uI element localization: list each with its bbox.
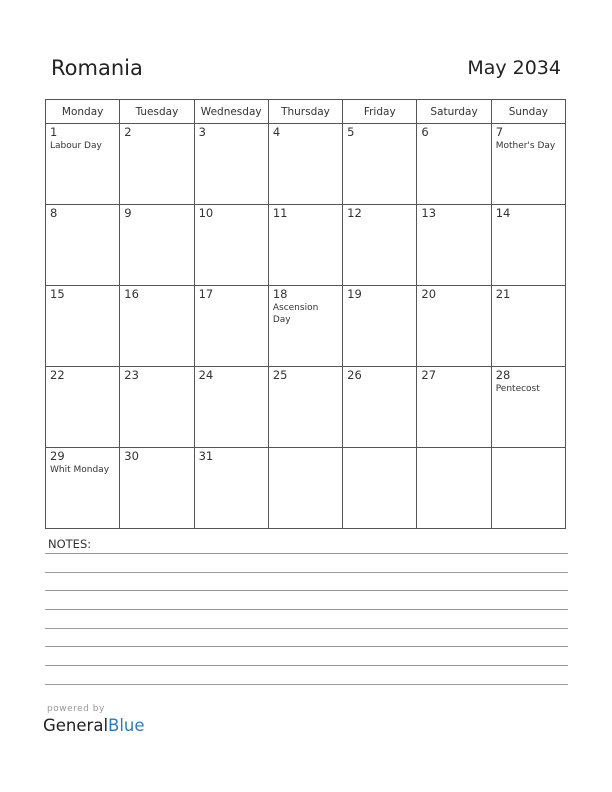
note-line bbox=[45, 590, 568, 591]
day-cell bbox=[46, 205, 120, 286]
day-number: 1 bbox=[50, 125, 58, 139]
note-line bbox=[45, 665, 568, 666]
day-cell bbox=[46, 448, 120, 529]
day-cell bbox=[120, 367, 194, 448]
weekday-header: Wednesday bbox=[194, 100, 268, 124]
day-number: 11 bbox=[272, 206, 288, 220]
holiday-label: Whit Monday bbox=[50, 465, 110, 475]
day-number: 9 bbox=[124, 206, 132, 220]
note-line bbox=[45, 684, 568, 685]
day-cell bbox=[491, 124, 565, 205]
day-cell bbox=[194, 205, 268, 286]
day-cell bbox=[120, 286, 194, 367]
day-number: 12 bbox=[347, 206, 362, 220]
week-row bbox=[46, 448, 566, 529]
day-number: 27 bbox=[421, 368, 437, 382]
month-year-title: May 2034 bbox=[467, 57, 561, 79]
day-number: 20 bbox=[421, 287, 437, 301]
weekday-header-row bbox=[46, 100, 566, 124]
day-cell bbox=[343, 124, 417, 205]
brand-blue: Blue bbox=[108, 716, 145, 735]
day-number: 5 bbox=[347, 125, 355, 139]
day-cell bbox=[120, 205, 194, 286]
day-number: 13 bbox=[421, 206, 437, 220]
day-number: 10 bbox=[198, 206, 214, 220]
weekday-header: Monday bbox=[46, 100, 120, 124]
day-cell bbox=[417, 205, 491, 286]
note-line bbox=[45, 646, 568, 647]
brand-general: General bbox=[43, 716, 109, 735]
day-number: 17 bbox=[198, 287, 214, 301]
holiday-label: Pentecost bbox=[495, 384, 540, 394]
day-number: 8 bbox=[50, 206, 58, 220]
weekday-header: Tuesday bbox=[120, 100, 194, 124]
day-number: 18 bbox=[272, 287, 288, 301]
day-number: 7 bbox=[495, 125, 504, 139]
day-cell bbox=[194, 286, 268, 367]
day-cell bbox=[417, 367, 491, 448]
day-number: 24 bbox=[198, 368, 214, 382]
day-cell bbox=[417, 448, 491, 529]
day-cell bbox=[491, 448, 565, 529]
day-cell bbox=[343, 286, 417, 367]
day-cell bbox=[491, 286, 565, 367]
day-cell bbox=[491, 205, 565, 286]
day-cell bbox=[120, 448, 194, 529]
day-number: 21 bbox=[495, 287, 511, 301]
day-number: 4 bbox=[272, 125, 281, 139]
day-number: 26 bbox=[347, 368, 362, 382]
day-cell bbox=[343, 367, 417, 448]
day-cell bbox=[417, 124, 491, 205]
day-number: 19 bbox=[347, 287, 362, 301]
day-cell bbox=[268, 286, 342, 367]
day-cell bbox=[46, 286, 120, 367]
holiday-label: Mother's Day bbox=[495, 141, 556, 151]
holiday-label: Labour Day bbox=[50, 141, 102, 151]
day-cell bbox=[46, 367, 120, 448]
weekday-header: Sunday bbox=[491, 100, 565, 124]
day-cell bbox=[268, 205, 342, 286]
weekday-header: Thursday bbox=[268, 100, 342, 124]
note-line bbox=[45, 628, 568, 629]
day-number: 29 bbox=[50, 449, 65, 463]
day-number: 6 bbox=[421, 125, 429, 139]
day-number: 23 bbox=[124, 368, 139, 382]
day-number: 16 bbox=[124, 287, 139, 301]
day-number: 30 bbox=[124, 449, 139, 463]
country-title: Romania bbox=[51, 56, 143, 80]
day-cell bbox=[343, 448, 417, 529]
day-cell bbox=[417, 286, 491, 367]
day-cell bbox=[491, 367, 565, 448]
note-line bbox=[45, 553, 568, 554]
day-cell bbox=[268, 367, 342, 448]
holiday-label: Ascension Day bbox=[272, 303, 319, 325]
day-number: 28 bbox=[495, 368, 511, 382]
day-cell bbox=[46, 124, 120, 205]
week-row bbox=[46, 367, 566, 448]
day-cell bbox=[194, 124, 268, 205]
week-row bbox=[46, 205, 566, 286]
day-number: 15 bbox=[50, 287, 65, 301]
brand-logo bbox=[43, 716, 145, 735]
day-cell bbox=[194, 367, 268, 448]
note-line bbox=[45, 609, 568, 610]
day-number: 22 bbox=[50, 368, 65, 382]
note-line bbox=[45, 572, 568, 573]
day-cell bbox=[268, 124, 342, 205]
week-row bbox=[46, 124, 566, 205]
week-row bbox=[46, 286, 566, 367]
day-number: 14 bbox=[495, 206, 511, 220]
powered-by-text: powered by bbox=[47, 704, 105, 714]
calendar-grid bbox=[45, 99, 566, 529]
day-cell bbox=[194, 448, 268, 529]
day-cell bbox=[120, 124, 194, 205]
weekday-header: Friday bbox=[343, 100, 417, 124]
day-cell bbox=[268, 448, 342, 529]
weekday-header: Saturday bbox=[417, 100, 491, 124]
day-number: 2 bbox=[124, 125, 132, 139]
day-number: 25 bbox=[272, 368, 288, 382]
notes-label: NOTES: bbox=[48, 537, 92, 551]
day-number: 31 bbox=[198, 449, 214, 463]
day-number: 3 bbox=[198, 125, 206, 139]
day-cell bbox=[343, 205, 417, 286]
